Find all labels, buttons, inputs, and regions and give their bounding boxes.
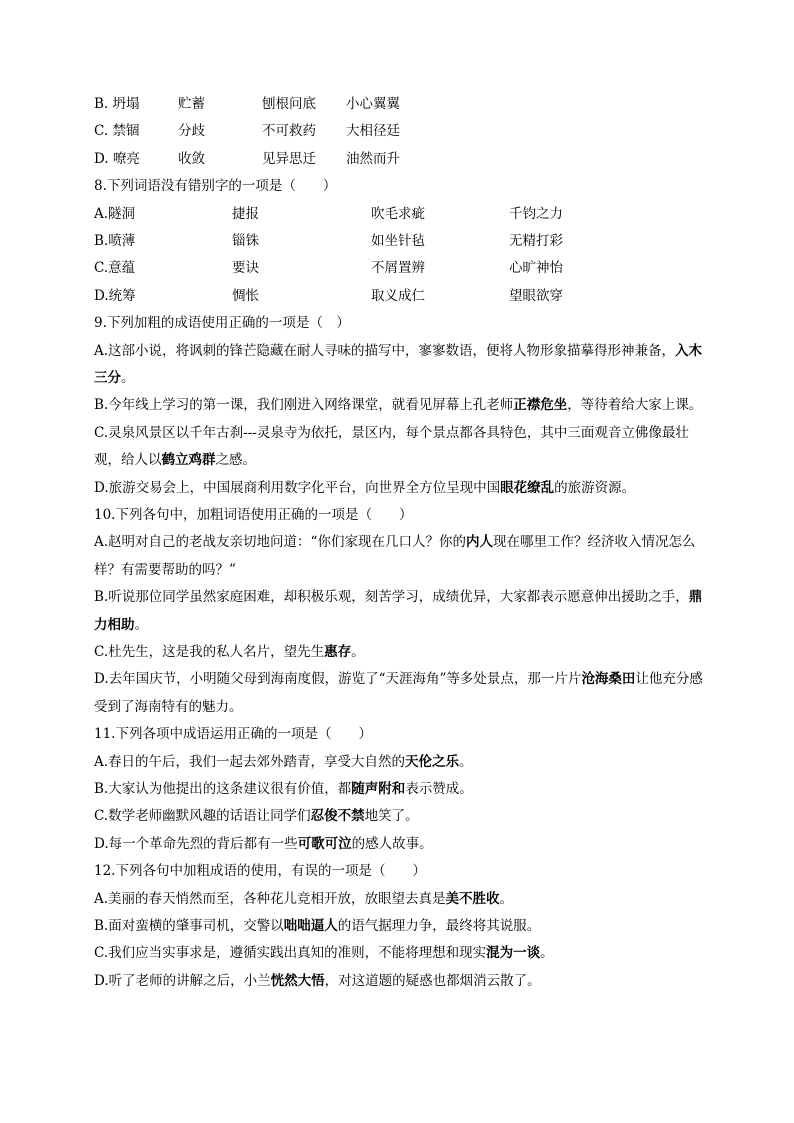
q12-option-a	[94, 886, 706, 913]
q12-option-d	[94, 968, 706, 995]
q11-option-c	[94, 803, 706, 830]
q8-a-word3: 吹毛求疵	[371, 205, 425, 222]
q10-b-word: 鼎力相助	[94, 589, 703, 633]
q9-d-tail: 的旅游资源。	[554, 479, 636, 496]
q12-option-b	[94, 913, 706, 940]
q12-a-idiom: 美不胜收	[445, 890, 500, 907]
q8-option-c	[94, 255, 706, 282]
q9-a-tail: 。	[121, 369, 135, 386]
q7-b-word3: 小心翼翼	[346, 96, 400, 112]
q12-b-idiom: 咄咄逼人	[283, 918, 338, 934]
q12-option-c	[94, 940, 706, 967]
q7-c-word2: 不可救药	[262, 123, 316, 140]
q11-a-text: A.春日的午后，我们一起去郊外踏青，享受大自然的	[94, 753, 406, 770]
q9-stem: 9.下列加粗的成语使用正确的一项是（ ）	[94, 315, 350, 332]
q12-d-tail: ，对这道题的疑惑也都烟消云散了。	[324, 972, 541, 989]
q11-option-a	[94, 749, 706, 776]
q7-d-word3: 油然而升	[346, 150, 400, 167]
q8-c-word2: 要诀	[232, 260, 259, 277]
q8-d-word3: 取义成仁	[371, 287, 425, 304]
q8-stem: 8.下列词语没有错别字的一项是（ ）	[94, 178, 337, 195]
q8-option-b	[94, 228, 706, 255]
q10-option-b	[94, 584, 706, 639]
q8-c-word1: C.意蕴	[94, 260, 136, 277]
q11-b-text: B.大家认为他提出的这条建议很有价值，都	[94, 780, 352, 797]
q8-b-word3: 如坐针毡	[371, 232, 425, 249]
q9-c-idiom: 鹤立鸡群	[161, 452, 216, 469]
q10-b-text: B.听说那位同学虽然家庭困难，却积极乐观，刻苦学习，成绩优异，大家都表示愿意伸出援助之手，	[94, 589, 689, 606]
q11-d-tail: 的感人故事。	[351, 835, 433, 852]
q11-a-idiom: 天伦之乐	[405, 753, 460, 770]
q9-d-text: D.旅游交易会上，中国展商利用数字化平台，向世界全方位呈现中国	[94, 479, 501, 496]
q8-d-word2: 惆怅	[232, 287, 259, 304]
q7-c-word1: 分歧	[178, 123, 205, 140]
q9-option-a	[94, 338, 706, 393]
q9-a-text: A.这部小说，将讽刺的锋芒隐藏在耐人寻味的描写中，寥寥数语，便将人物形象描摹得形神兼备，	[94, 342, 676, 359]
q11-stem: 11.下列各项中成语运用正确的一项是（ ）	[94, 726, 372, 743]
q8-b-word2: 锱铢	[232, 232, 259, 249]
q8-b-word1: B.喷薄	[94, 232, 136, 249]
q10-a-text: A.赵明对自己的老战友亲切地问道：“你们家现在几口人？你的	[94, 534, 466, 551]
q12-b-tail: 的语气据理力争，最终将其说服。	[337, 918, 541, 934]
q12-c-text: C.我们应当实事求是，遵循实践出真知的准则，不能将理想和现实	[94, 945, 487, 962]
q7-option-b	[94, 91, 706, 118]
q11-b-idiom: 随声附和	[351, 780, 406, 797]
q9-b-tail: ，等待着给大家上课。	[567, 397, 703, 414]
q8-option-d	[94, 283, 706, 310]
q11-option-b	[94, 776, 706, 803]
q10-d-tail: 让他充分感受到了海南特有的魅力。	[94, 671, 703, 715]
q9-c-text: C.灵泉风景区以千年古刹---灵泉寺为依托，景区内，每个景点都各具特色，其中三面观音立佛像最壮观，给人以	[94, 424, 689, 469]
q7-option-c	[94, 118, 706, 145]
q10-b-tail: 。	[134, 616, 148, 633]
q7-option-d	[94, 146, 706, 173]
q8-d-word1: D.统筹	[94, 287, 136, 304]
q12-c-tail: 。	[540, 945, 554, 962]
q7-b-label: B. 坍塌	[94, 96, 140, 112]
q11-option-d	[94, 831, 706, 858]
q8-d-word4: 望眼欲穿	[509, 287, 563, 304]
q8-a-word4: 千钧之力	[509, 205, 563, 222]
q8-b-word4: 无精打彩	[509, 232, 563, 249]
q12-b-text: B.面对蛮横的肇事司机，交警以	[94, 918, 284, 934]
q12-a-tail: 。	[499, 890, 514, 907]
q9-a-idiom: 入木三分	[94, 342, 703, 386]
q7-b-word1: 贮蓄	[178, 96, 205, 112]
q11-b-tail: 表示赞成。	[405, 780, 473, 797]
q10-option-c	[94, 639, 706, 666]
q10-d-word: 沧海桑田	[581, 671, 636, 688]
q11-c-text: C.数学老师幽默风趣的话语让同学们	[94, 808, 311, 825]
q7-d-word1: 收敛	[178, 150, 205, 167]
q12-c-idiom: 混为一谈	[486, 945, 541, 962]
q12-a-text: A.美丽的春天悄然而至，各种花儿竞相开放，放眼望去真是	[94, 890, 446, 907]
q10-stem: 10.下列各句中，加粗词语使用正确的一项是（ ）	[94, 506, 413, 523]
q11-c-tail: 地笑了。	[364, 808, 419, 825]
q9-d-idiom: 眼花缭乱	[500, 479, 555, 496]
q7-b-word2: 刨根问底	[262, 96, 316, 112]
q10-a-tail: 现在哪里工作？经济收入情况怎么样？有需要帮助的吗？”	[94, 534, 696, 578]
q9-option-b	[94, 392, 706, 419]
q10-c-word: 惠存	[324, 643, 352, 660]
q7-c-word3: 大相径廷	[346, 123, 400, 140]
q12-d-idiom: 恍然大悟	[270, 972, 325, 989]
q8-a-word2: 捷报	[232, 205, 259, 222]
q9-b-idiom: 正襟危坐	[513, 397, 568, 414]
q10-a-word: 内人	[465, 534, 493, 551]
q10-option-a	[94, 529, 706, 584]
q10-d-text: D.去年国庆节，小明随父母到海南度假，游览了“天涯海角”等多处景点，那一片片	[94, 671, 582, 688]
q10-c-tail: 。	[351, 643, 365, 660]
q9-b-text: B.今年线上学习的第一课，我们刚进入网络课堂，就看见屏幕上孔老师	[94, 397, 514, 414]
q9-option-c	[94, 420, 706, 475]
q12-stem: 12.下列各句中加粗成语的使用，有误的一项是（ ）	[94, 863, 426, 880]
q8-a-word1: A.隧洞	[94, 205, 136, 222]
q9-option-d	[94, 475, 706, 502]
q11-a-tail: 。	[459, 753, 473, 770]
q8-option-a	[94, 201, 706, 228]
q10-option-d	[94, 666, 706, 721]
q11-d-text: D.每一个革命先烈的背后都有一些	[94, 835, 298, 852]
q7-c-label: C. 禁锢	[94, 123, 140, 140]
q11-c-idiom: 忍俊不禁	[310, 808, 365, 825]
exam-page	[94, 91, 706, 995]
q9-c-tail: 之感。	[215, 452, 256, 469]
q7-d-word2: 见异思迁	[262, 150, 316, 167]
q7-d-label: D. 嘹亮	[94, 150, 140, 167]
q8-c-word3: 不屑置辨	[371, 260, 425, 277]
q8-c-word4: 心旷神怡	[509, 260, 563, 277]
q11-d-idiom: 可歌可泣	[297, 835, 352, 852]
q10-c-text: C.杜先生，这是我的私人名片，望先生	[94, 643, 325, 660]
q12-d-text: D.听了老师的讲解之后，小兰	[94, 972, 271, 989]
